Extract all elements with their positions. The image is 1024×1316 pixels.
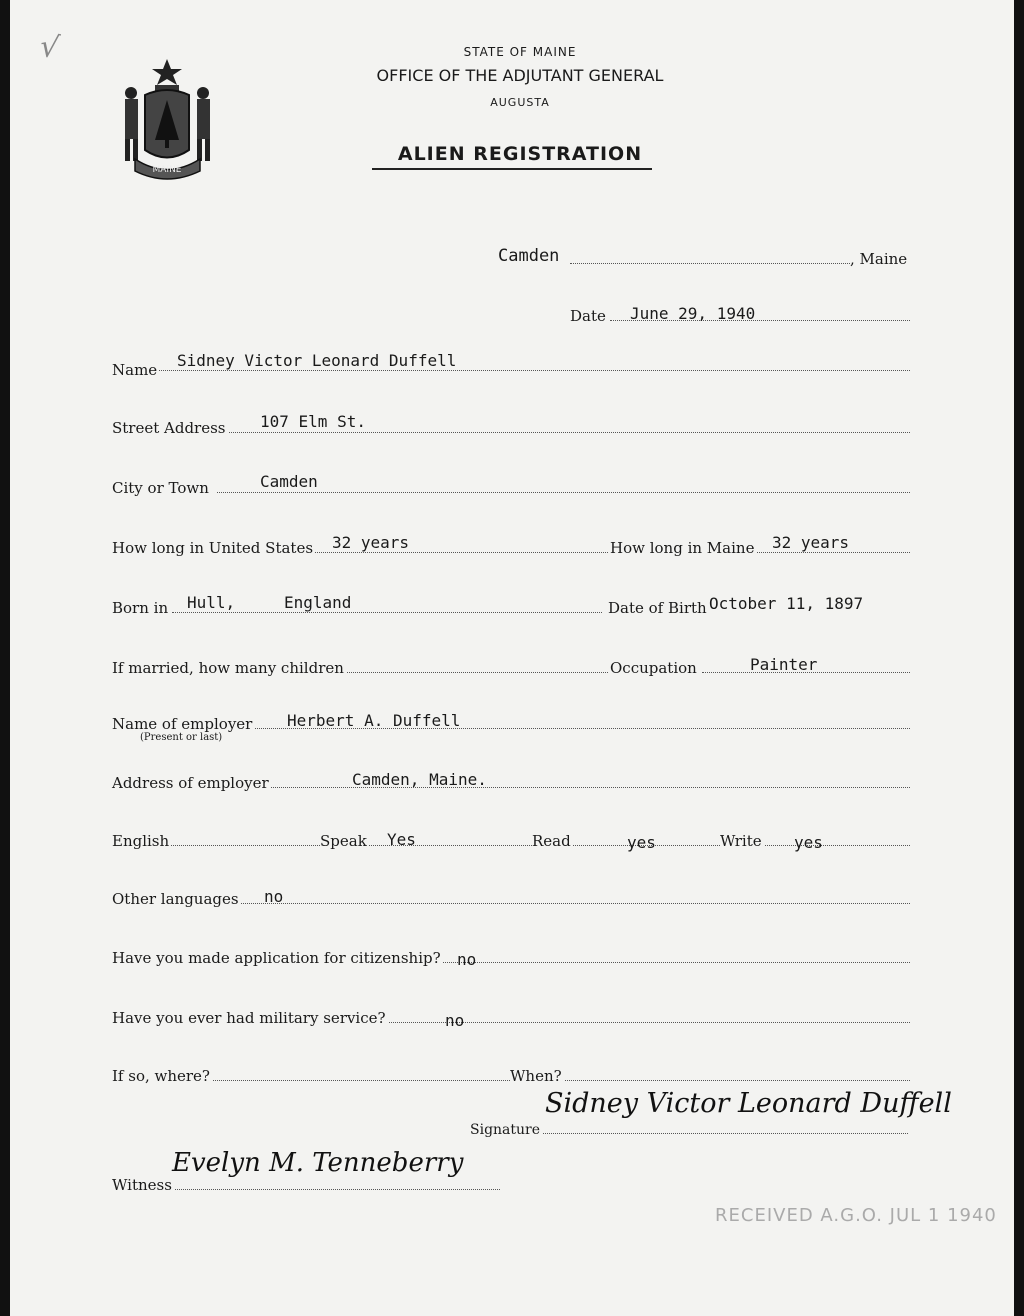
occupation-label: Occupation	[610, 659, 697, 677]
dots	[757, 552, 910, 553]
dots	[424, 962, 910, 963]
signature-value: Sidney Victor Leonard Duffell	[545, 1088, 952, 1119]
dots	[227, 432, 910, 433]
dots	[538, 1133, 908, 1134]
dob-label: Date of Birth	[608, 599, 707, 617]
maine-state-seal-icon	[115, 55, 220, 180]
row-employer	[112, 703, 912, 733]
read-value: yes	[627, 833, 656, 852]
citizenship-label: Have you made application for citizenship?	[112, 949, 441, 967]
employer-address-label: Address of employer	[112, 774, 269, 792]
signature-label: Signature	[470, 1122, 541, 1138]
write-label: Write	[720, 832, 762, 850]
row-other-languages	[112, 878, 912, 908]
military-label: Have you ever had military service?	[112, 1009, 386, 1027]
children-label: If married, how many children	[112, 659, 344, 677]
place-suffix: , Maine	[850, 250, 908, 268]
row-place	[495, 238, 915, 268]
row-english	[112, 820, 912, 850]
form-title: ALIEN REGISTRATION	[397, 143, 643, 165]
name-value: Sidney Victor Leonard Duffell	[177, 351, 457, 370]
row-citizenship	[112, 937, 912, 967]
row-name	[112, 345, 912, 379]
dots	[570, 263, 850, 264]
header-city: AUGUSTA	[490, 96, 550, 109]
date-label: Date	[570, 307, 606, 325]
employer-label: Name of employer	[112, 715, 253, 733]
dots	[217, 492, 910, 493]
write-value: yes	[794, 833, 823, 852]
row-street-address	[112, 407, 912, 437]
witness-label: Witness	[112, 1176, 172, 1194]
date-value: June 29, 1940	[630, 304, 756, 323]
row-date	[570, 295, 915, 325]
other-languages-label: Other languages	[112, 890, 239, 908]
row-where-when	[112, 1055, 912, 1085]
place-value: Camden	[498, 246, 560, 266]
street-label: Street Address	[112, 419, 226, 437]
dots	[234, 903, 910, 904]
employer-address-value: Camden, Maine.	[352, 770, 487, 789]
seal-label: MAINE	[152, 165, 182, 175]
city-value: Camden	[260, 472, 318, 491]
born-label: Born in	[112, 599, 169, 617]
us-years-value: 32 years	[332, 533, 410, 552]
where-label: If so, where?	[112, 1067, 210, 1085]
employer-sublabel: (Present or last)	[140, 732, 223, 743]
scan-border-left	[0, 0, 10, 1316]
street-value: 107 Elm St.	[260, 412, 366, 431]
when-label: When?	[510, 1067, 562, 1085]
city-label: City or Town	[112, 479, 209, 497]
header-office: OFFICE OF THE ADJUTANT GENERAL	[376, 66, 664, 85]
row-children-occupation	[112, 647, 912, 677]
row-city	[112, 467, 912, 497]
dots	[312, 552, 608, 553]
read-label: Read	[532, 832, 571, 850]
row-residence	[112, 527, 912, 557]
dots	[157, 370, 910, 371]
us-years-label: How long in United States	[112, 539, 314, 557]
received-stamp: RECEIVED A.G.O. JUL 1 1940	[715, 1205, 997, 1226]
dots	[172, 612, 602, 613]
dots	[342, 672, 608, 673]
other-languages-value: no	[264, 887, 284, 906]
title-underline	[372, 168, 652, 170]
speak-value: Yes	[387, 830, 416, 849]
name-label: Name	[112, 361, 158, 379]
speak-label: Speak	[320, 832, 367, 850]
employer-value: Herbert A. Duffell	[287, 711, 461, 730]
scan-border-right	[1014, 0, 1024, 1316]
occupation-value: Painter	[750, 655, 818, 674]
dots	[172, 1189, 500, 1190]
maine-years-label: How long in Maine	[610, 539, 755, 557]
row-employer-address	[112, 762, 912, 792]
header-state: STATE OF MAINE	[463, 45, 577, 59]
dob-value: October 11, 1897	[709, 594, 864, 613]
born-city: Hull,	[187, 593, 236, 612]
english-label: English	[112, 832, 170, 850]
citizenship-value: no	[457, 950, 477, 969]
row-military	[112, 997, 912, 1030]
military-value: no	[445, 1011, 465, 1030]
born-country: England	[284, 593, 352, 612]
maine-years-value: 32 years	[772, 533, 850, 552]
witness-signature: Evelyn M. Tenneberry	[172, 1148, 464, 1178]
check-mark: √	[37, 28, 62, 67]
row-birth	[112, 587, 912, 617]
